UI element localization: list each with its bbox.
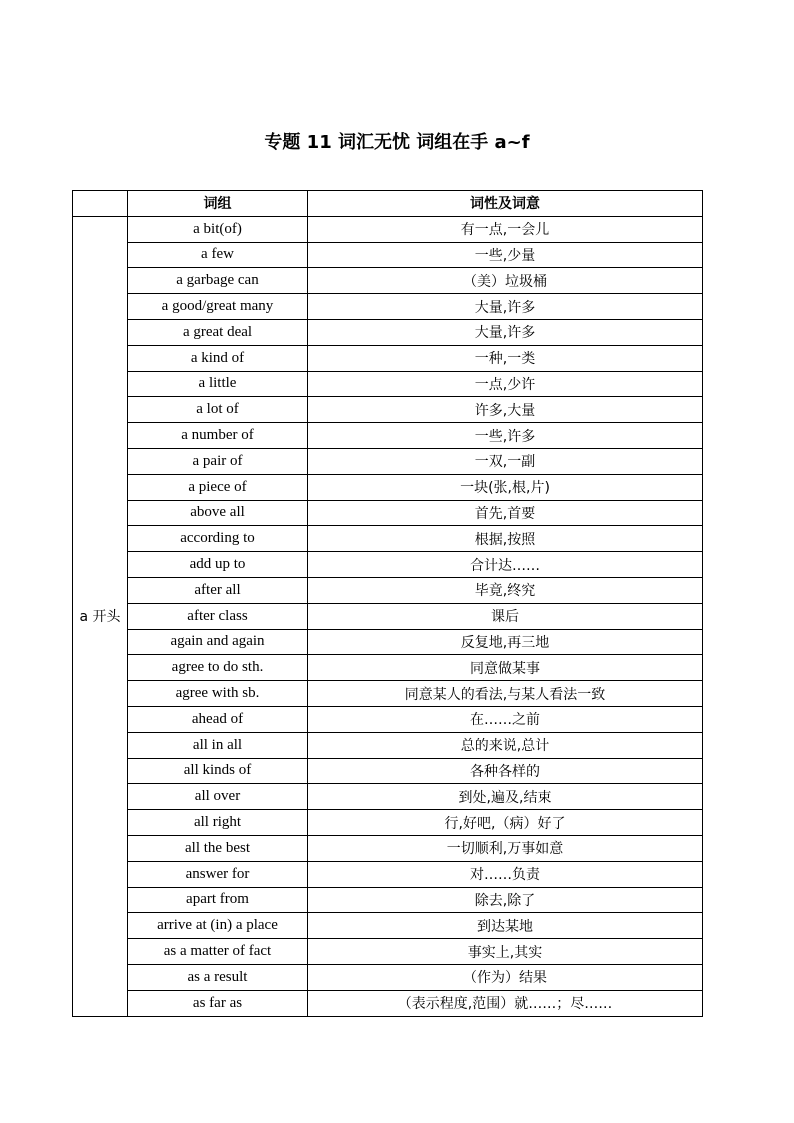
table-row (73, 758, 703, 784)
meaning-cell: 各种各样的 (308, 758, 703, 784)
table-row (73, 913, 703, 939)
phrase-cell: a kind of (128, 345, 308, 371)
table-row (73, 681, 703, 707)
phrase-cell: agree with sb. (128, 681, 308, 707)
phrase-cell: ahead of (128, 706, 308, 732)
meaning-cell: 在……之前 (308, 706, 703, 732)
table-row (73, 448, 703, 474)
phrase-cell: as a matter of fact (128, 939, 308, 965)
meaning-cell: 对……负责 (308, 861, 703, 887)
meaning-cell: 除去,除了 (308, 887, 703, 913)
table-row (73, 861, 703, 887)
phrase-cell: all kinds of (128, 758, 308, 784)
table-row (73, 216, 703, 242)
table-body (73, 216, 703, 1016)
meaning-cell: （美）垃圾桶 (308, 268, 703, 294)
meaning-cell: 一点,少许 (308, 371, 703, 397)
phrase-cell: agree to do sth. (128, 655, 308, 681)
meaning-cell: 一块(张,根,片) (308, 474, 703, 500)
table-row (73, 397, 703, 423)
table-row (73, 939, 703, 965)
phrase-cell: a little (128, 371, 308, 397)
table-row (73, 629, 703, 655)
meaning-cell: 毕竟,终究 (308, 577, 703, 603)
meaning-cell: 有一点,一会儿 (308, 216, 703, 242)
table-row (73, 732, 703, 758)
phrase-cell: a garbage can (128, 268, 308, 294)
table-row (73, 835, 703, 861)
phrase-cell: a bit(of) (128, 216, 308, 242)
table-row (73, 577, 703, 603)
table-row (73, 784, 703, 810)
meaning-cell: 同意做某事 (308, 655, 703, 681)
phrase-cell: as a result (128, 964, 308, 990)
phrase-cell: a pair of (128, 448, 308, 474)
table-row (73, 655, 703, 681)
phrase-cell: all right (128, 810, 308, 836)
table-row (73, 371, 703, 397)
meaning-cell: 行,好吧,（病）好了 (308, 810, 703, 836)
header-meaning: 词性及词意 (308, 191, 703, 217)
phrase-cell: answer for (128, 861, 308, 887)
meaning-cell: 课后 (308, 603, 703, 629)
table-row (73, 810, 703, 836)
meaning-cell: 事实上,其实 (308, 939, 703, 965)
table-row (73, 552, 703, 578)
table-row (73, 706, 703, 732)
table-row (73, 964, 703, 990)
group-label-cell: a 开头 (73, 216, 128, 1016)
table-row (73, 242, 703, 268)
table-row (73, 319, 703, 345)
phrase-cell: again and again (128, 629, 308, 655)
meaning-cell: （作为）结果 (308, 964, 703, 990)
phrase-cell: all in all (128, 732, 308, 758)
meaning-cell: 反复地,再三地 (308, 629, 703, 655)
table-row (73, 990, 703, 1016)
phrase-cell: a number of (128, 423, 308, 449)
table-row (73, 474, 703, 500)
page-title: 专题 11 词汇无忧 词组在手 a~f (264, 132, 530, 153)
phrase-cell: a piece of (128, 474, 308, 500)
meaning-cell: 合计达…… (308, 552, 703, 578)
table-row (73, 603, 703, 629)
meaning-cell: 一些,少量 (308, 242, 703, 268)
meaning-cell: 总的来说,总计 (308, 732, 703, 758)
meaning-cell: 根据,按照 (308, 526, 703, 552)
table-row (73, 887, 703, 913)
meaning-cell: 到达某地 (308, 913, 703, 939)
phrase-cell: all over (128, 784, 308, 810)
meaning-cell: 同意某人的看法,与某人看法一致 (308, 681, 703, 707)
meaning-cell: 一些,许多 (308, 423, 703, 449)
phrase-cell: arrive at (in) a place (128, 913, 308, 939)
table-row (73, 294, 703, 320)
phrase-cell: apart from (128, 887, 308, 913)
meaning-cell: 许多,大量 (308, 397, 703, 423)
meaning-cell: 首先,首要 (308, 500, 703, 526)
phrase-cell: according to (128, 526, 308, 552)
phrase-cell: after all (128, 577, 308, 603)
header-group (73, 191, 128, 217)
meaning-cell: 一切顺利,万事如意 (308, 835, 703, 861)
phrase-cell: above all (128, 500, 308, 526)
table-header-row (73, 191, 703, 217)
header-phrase: 词组 (128, 191, 308, 217)
table-row (73, 345, 703, 371)
meaning-cell: （表示程度,范围）就……；尽…… (308, 990, 703, 1016)
vocabulary-table (72, 190, 703, 1017)
phrase-cell: a great deal (128, 319, 308, 345)
meaning-cell: 一双,一副 (308, 448, 703, 474)
table-row (73, 268, 703, 294)
table-row (73, 423, 703, 449)
phrase-cell: add up to (128, 552, 308, 578)
phrase-cell: a few (128, 242, 308, 268)
table-row (73, 526, 703, 552)
phrase-cell: a good/great many (128, 294, 308, 320)
meaning-cell: 大量,许多 (308, 294, 703, 320)
phrase-cell: all the best (128, 835, 308, 861)
phrase-cell: a lot of (128, 397, 308, 423)
meaning-cell: 大量,许多 (308, 319, 703, 345)
meaning-cell: 到处,遍及,结束 (308, 784, 703, 810)
meaning-cell: 一种,一类 (308, 345, 703, 371)
phrase-cell: after class (128, 603, 308, 629)
table-row (73, 500, 703, 526)
phrase-cell: as far as (128, 990, 308, 1016)
